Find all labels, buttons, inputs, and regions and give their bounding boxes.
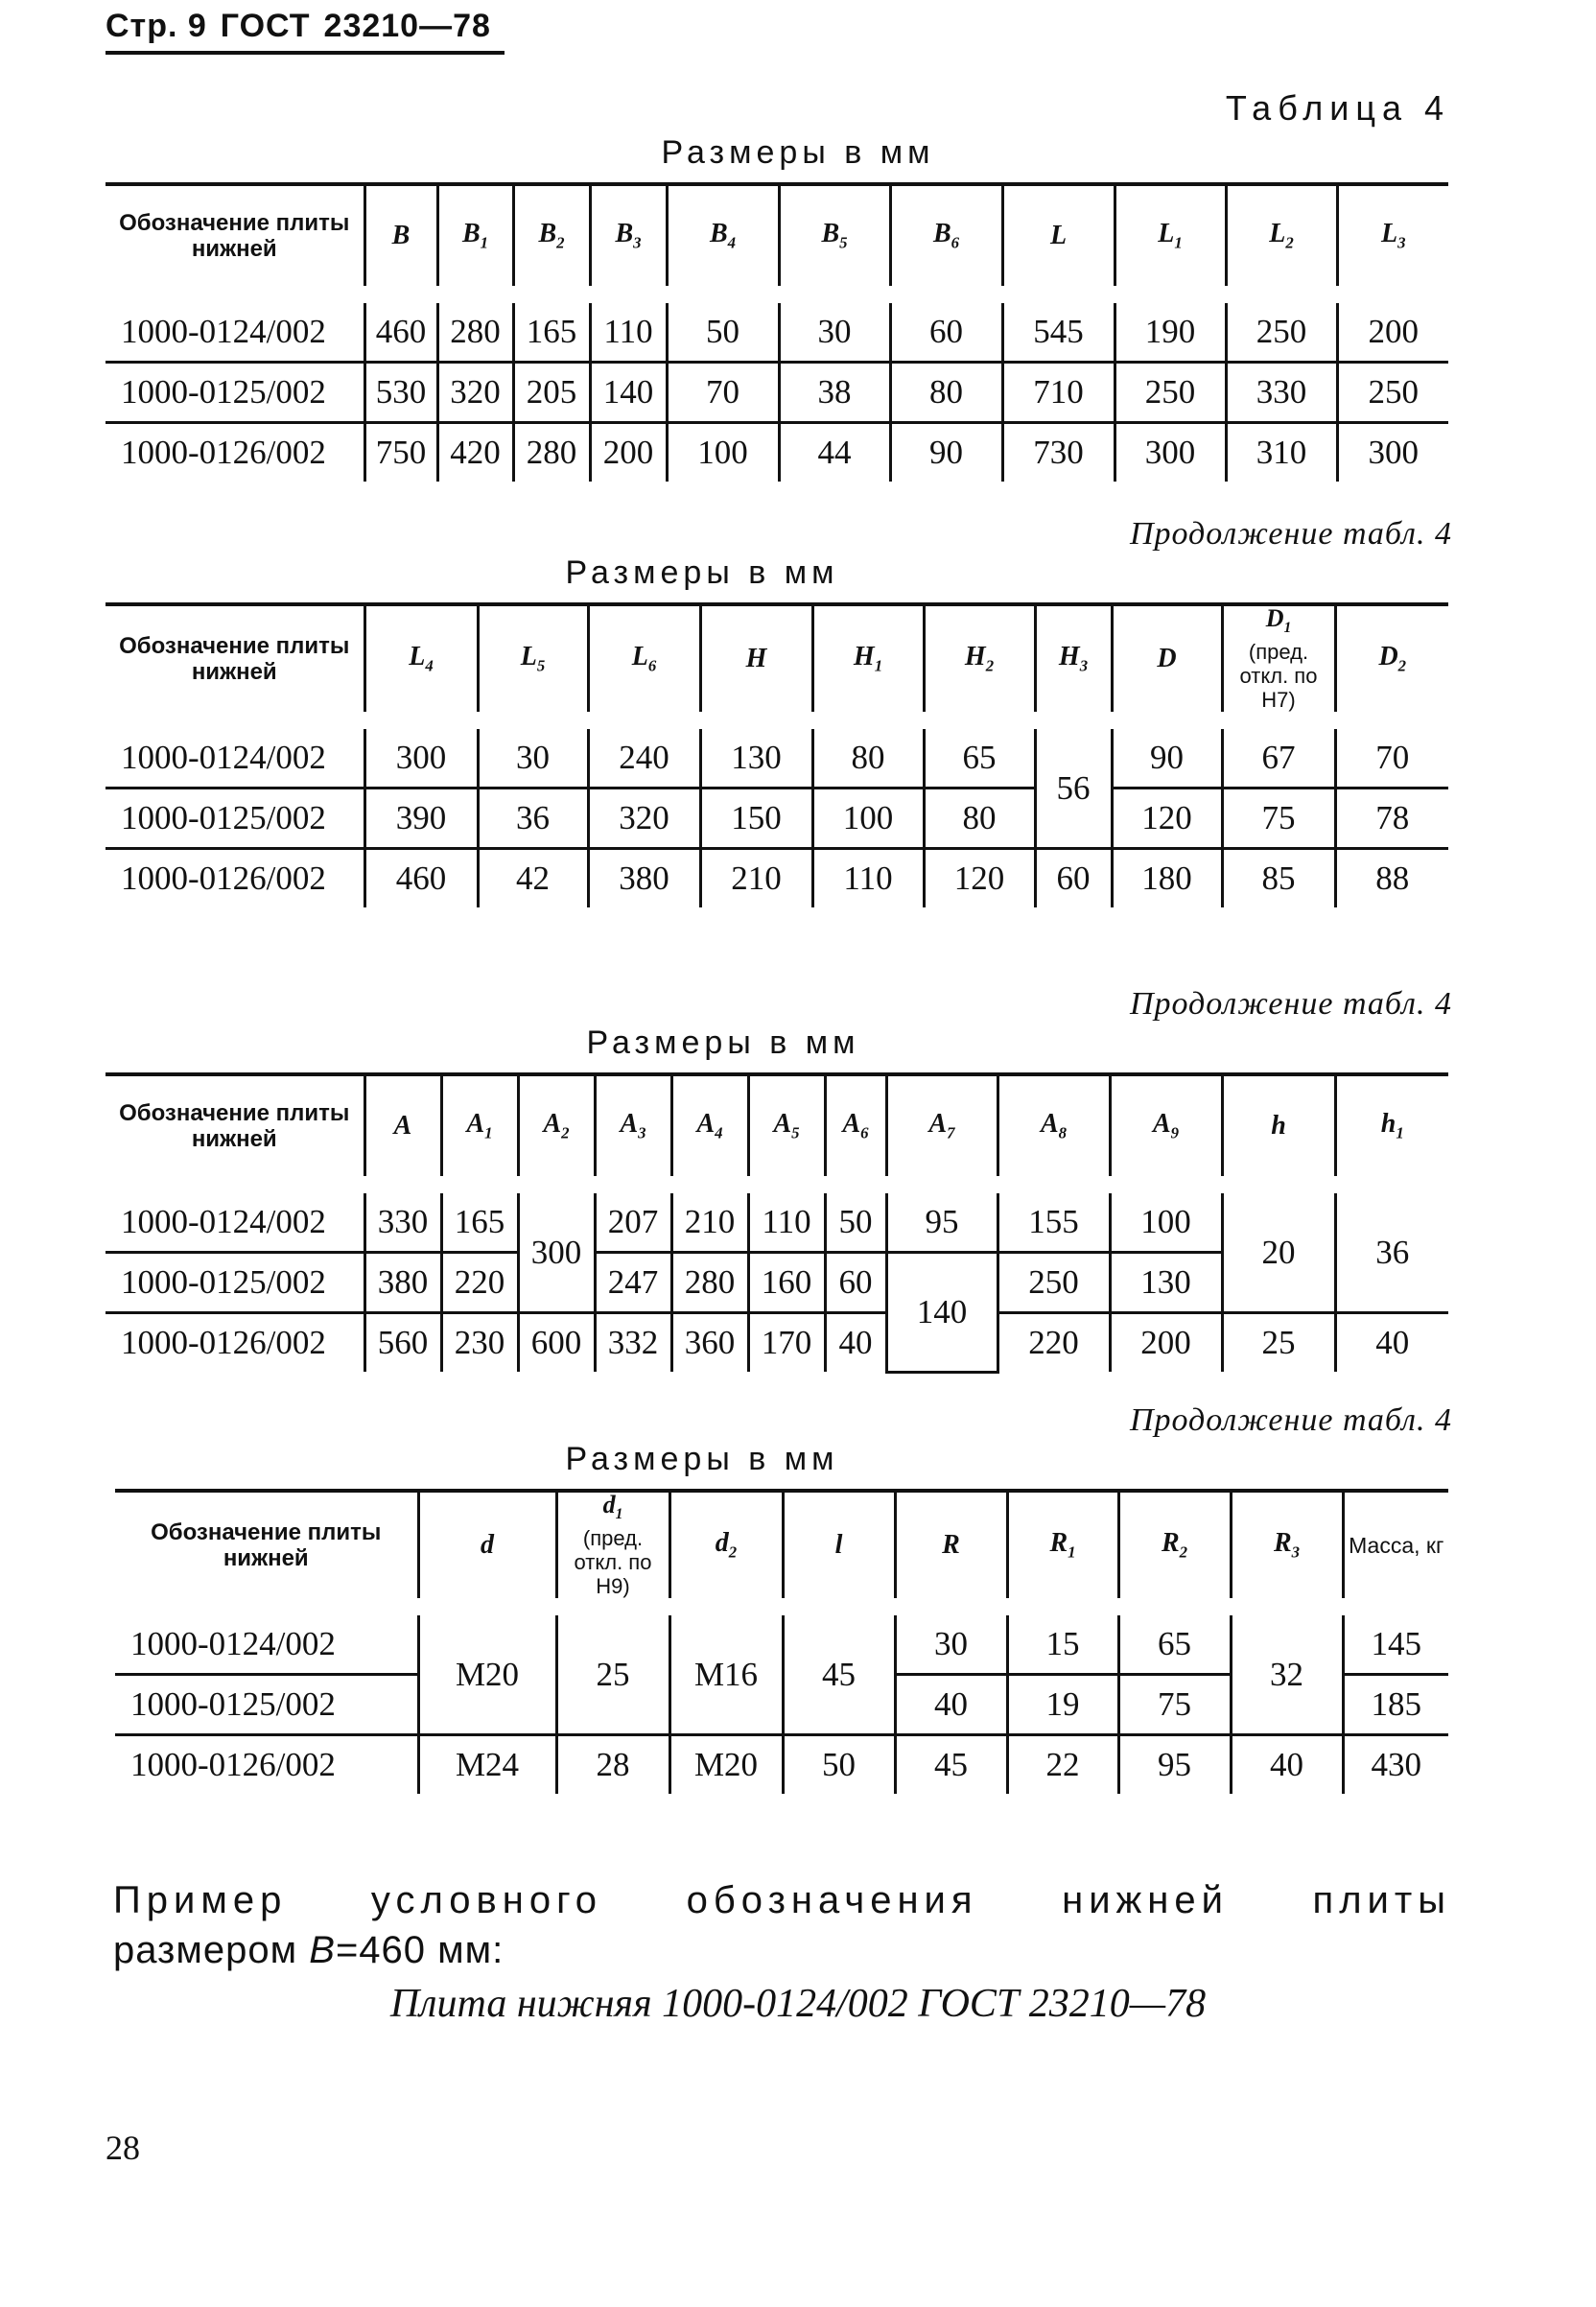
- designation-cell: 1000-0125/002: [106, 363, 364, 423]
- value-cell: 100: [667, 423, 779, 483]
- value-cell: 560: [364, 1313, 441, 1373]
- value-cell: 460: [364, 849, 478, 908]
- example-word: условного: [370, 1879, 603, 1921]
- value-cell: 32: [1231, 1607, 1343, 1735]
- col-d2: $d_2$: [669, 1491, 783, 1607]
- col-A9: $A_9$: [1110, 1074, 1222, 1185]
- value-cell: 210: [700, 849, 812, 908]
- standard-label: ГОСТ: [220, 8, 311, 44]
- value-cell: 545: [1002, 294, 1115, 363]
- col-A2: $A_2$: [518, 1074, 595, 1185]
- value-cell: 250: [1226, 294, 1337, 363]
- col-L: L: [1002, 184, 1115, 294]
- value-cell: 42: [478, 849, 588, 908]
- value-cell: 750: [364, 423, 437, 483]
- value-cell: 300: [518, 1185, 595, 1313]
- value-cell: 280: [513, 423, 590, 483]
- designation-cell: 1000-0125/002: [115, 1675, 418, 1735]
- col-L3: $L_3$: [1337, 184, 1448, 294]
- value-cell: 90: [1112, 720, 1222, 789]
- value-cell: 220: [998, 1313, 1110, 1373]
- col-R3: $R_3$: [1231, 1491, 1343, 1607]
- col-B2: $B_2$: [513, 184, 590, 294]
- units-label-3: Размеры в мм: [586, 1024, 860, 1061]
- example-prefix: размером: [113, 1929, 298, 1971]
- value-cell: 140: [886, 1253, 998, 1373]
- value-cell: 165: [513, 294, 590, 363]
- value-cell: 80: [890, 363, 1002, 423]
- designation-cell: 1000-0124/002: [106, 294, 364, 363]
- value-cell: 530: [364, 363, 437, 423]
- value-cell: 40: [1335, 1313, 1448, 1373]
- value-cell: 390: [364, 789, 478, 849]
- designation-cell: 1000-0124/002: [106, 1185, 364, 1253]
- col-R2: $R_2$: [1118, 1491, 1231, 1607]
- value-cell: 190: [1115, 294, 1226, 363]
- col-B4: $B_4$: [667, 184, 779, 294]
- page-number: 28: [106, 2129, 140, 2167]
- table-row: [115, 1607, 1448, 1675]
- value-cell: 65: [1118, 1607, 1231, 1675]
- value-cell: 30: [779, 294, 890, 363]
- designation-cell: 1000-0126/002: [121, 859, 326, 898]
- value-cell: 40: [895, 1675, 1007, 1735]
- value-cell: 44: [779, 423, 890, 483]
- table-row: [115, 1735, 1448, 1795]
- example-variable: B: [309, 1929, 336, 1971]
- value-cell: 15: [1007, 1607, 1118, 1675]
- standard-number: 23210—78: [323, 8, 491, 44]
- value-cell: 25: [1222, 1313, 1335, 1373]
- value-cell: 420: [437, 423, 513, 483]
- value-cell: 20: [1222, 1185, 1335, 1313]
- value-cell: 600: [518, 1313, 595, 1373]
- col-D: D: [1112, 604, 1222, 720]
- units-label-2: Размеры в мм: [565, 554, 839, 591]
- col-L1: $L_1$: [1115, 184, 1226, 294]
- value-cell: M20: [418, 1607, 556, 1735]
- table-row: [106, 294, 1448, 363]
- page-label: Стр. 9: [106, 8, 207, 44]
- value-cell: 40: [1231, 1735, 1343, 1795]
- value-cell: 28: [556, 1735, 669, 1795]
- table-row: [106, 423, 1448, 483]
- value-cell: 170: [748, 1313, 825, 1373]
- designation-cell: 1000-0124/002: [106, 720, 364, 789]
- col-L2: $L_2$: [1226, 184, 1337, 294]
- table-3: [106, 1072, 1448, 1374]
- table-row: [106, 363, 1448, 423]
- value-cell: 56: [1035, 720, 1112, 849]
- value-cell: 710: [1002, 363, 1115, 423]
- value-cell: 38: [779, 363, 890, 423]
- col-A5: $A_5$: [748, 1074, 825, 1185]
- col-h1: $h_1$: [1335, 1074, 1448, 1185]
- value-cell: 80: [812, 720, 924, 789]
- value-cell: 320: [588, 789, 700, 849]
- value-cell: 330: [1226, 363, 1337, 423]
- col-L4: $L_4$: [364, 604, 478, 720]
- col-H2: $H_2$: [924, 604, 1035, 720]
- value-cell: 75: [1118, 1675, 1231, 1735]
- value-cell: 300: [1115, 423, 1226, 483]
- table-4: [115, 1489, 1448, 1794]
- value-cell: 165: [441, 1185, 518, 1253]
- col-L6: $L_6$: [588, 604, 700, 720]
- value-cell: 88: [1335, 849, 1448, 908]
- value-cell: 160: [748, 1253, 825, 1313]
- col-B6: $B_6$: [890, 184, 1002, 294]
- col-A6: $A_6$: [825, 1074, 886, 1185]
- designation-cell: 1000-0124/002: [115, 1607, 418, 1675]
- table-row: [106, 789, 1448, 849]
- designation-cell: 1000-0125/002: [106, 789, 364, 849]
- value-cell: 200: [1337, 294, 1448, 363]
- value-cell: 22: [1007, 1735, 1118, 1795]
- col-R: R: [895, 1491, 1007, 1607]
- table-row: [106, 720, 1448, 789]
- value-cell: 75: [1222, 789, 1335, 849]
- value-cell: 95: [886, 1185, 998, 1253]
- value-cell: 300: [1337, 423, 1448, 483]
- designation-header: Обозначение плиты нижней: [106, 604, 364, 720]
- col-A: A: [364, 1074, 441, 1185]
- value-cell: M20: [669, 1735, 783, 1795]
- col-d1: $d_1$ (пред. откл. по H9): [556, 1491, 669, 1607]
- value-cell: 145: [1343, 1607, 1448, 1675]
- value-cell: 310: [1226, 423, 1337, 483]
- table-title: Таблица 4: [1225, 88, 1450, 128]
- example-paragraph: [113, 1875, 1451, 1975]
- value-cell: 80: [924, 789, 1035, 849]
- value-cell: 250: [998, 1253, 1110, 1313]
- col-R1: $R_1$: [1007, 1491, 1118, 1607]
- value-cell: 67: [1222, 720, 1335, 789]
- designation-cell: 1000-0126/002: [130, 1746, 336, 1784]
- value-cell: 40: [825, 1313, 886, 1373]
- value-cell: 70: [667, 363, 779, 423]
- value-cell: 30: [478, 720, 588, 789]
- designation-cell: 1000-0126/002: [121, 434, 326, 471]
- col-B5: $B_5$: [779, 184, 890, 294]
- table-2: [106, 602, 1448, 907]
- value-cell: 220: [441, 1253, 518, 1313]
- value-cell: M24: [418, 1735, 556, 1795]
- value-cell: 200: [590, 423, 667, 483]
- designation-header: Обозначение плиты нижней: [115, 1491, 418, 1607]
- value-cell: 185: [1343, 1675, 1448, 1735]
- value-cell: 50: [825, 1185, 886, 1253]
- value-cell: 230: [441, 1313, 518, 1373]
- units-label-1: Размеры в мм: [661, 134, 935, 171]
- value-cell: 330: [364, 1185, 441, 1253]
- value-cell: 36: [478, 789, 588, 849]
- col-B1: $B_1$: [437, 184, 513, 294]
- value-cell: 60: [825, 1253, 886, 1313]
- col-D2: $D_2$: [1335, 604, 1448, 720]
- designation-cell: 1000-0126/002: [121, 1324, 326, 1361]
- designation-header: Обозначение плиты нижней: [106, 184, 364, 294]
- value-cell: 210: [671, 1185, 748, 1253]
- d1-tolerance-note: (пред. откл. по H7): [1239, 640, 1318, 713]
- example-word: обозначения: [686, 1879, 978, 1921]
- page-header: [106, 8, 505, 55]
- col-H: H: [700, 604, 812, 720]
- value-cell: 250: [1115, 363, 1226, 423]
- col-h: h: [1222, 1074, 1335, 1185]
- value-cell: M16: [669, 1607, 783, 1735]
- col-H1: $H_1$: [812, 604, 924, 720]
- value-cell: 207: [595, 1185, 671, 1253]
- value-cell: 150: [700, 789, 812, 849]
- value-cell: 36: [1335, 1185, 1448, 1313]
- value-cell: 250: [1337, 363, 1448, 423]
- d1-tolerance-note: (пред. откл. по H9): [574, 1526, 652, 1599]
- value-cell: 120: [924, 849, 1035, 908]
- col-A4: $A_4$: [671, 1074, 748, 1185]
- example-value: =460 мм:: [335, 1929, 505, 1971]
- value-cell: 25: [556, 1607, 669, 1735]
- value-cell: 130: [1110, 1253, 1222, 1313]
- col-l: l: [783, 1491, 895, 1607]
- value-cell: 45: [783, 1607, 895, 1735]
- value-cell: 730: [1002, 423, 1115, 483]
- value-cell: 332: [595, 1313, 671, 1373]
- value-cell: 300: [364, 720, 478, 789]
- value-cell: 240: [588, 720, 700, 789]
- value-cell: 205: [513, 363, 590, 423]
- value-cell: 280: [437, 294, 513, 363]
- value-cell: 460: [364, 294, 437, 363]
- value-cell: 380: [364, 1253, 441, 1313]
- col-A8: $A_8$: [998, 1074, 1110, 1185]
- value-cell: 45: [895, 1735, 1007, 1795]
- value-cell: 140: [590, 363, 667, 423]
- col-B: B: [364, 184, 437, 294]
- example-line-1: [113, 1875, 1451, 1925]
- col-A7: $A_7$: [886, 1074, 998, 1185]
- col-H3: $H_3$: [1035, 604, 1112, 720]
- table-row: [106, 849, 1448, 908]
- value-cell: 85: [1222, 849, 1335, 908]
- value-cell: 90: [890, 423, 1002, 483]
- value-cell: 110: [748, 1185, 825, 1253]
- value-cell: 247: [595, 1253, 671, 1313]
- value-cell: 120: [1112, 789, 1222, 849]
- value-cell: 200: [1110, 1313, 1222, 1373]
- col-A3: $A_3$: [595, 1074, 671, 1185]
- value-cell: 430: [1343, 1735, 1448, 1795]
- value-cell: 100: [812, 789, 924, 849]
- continuation-label-1: Продолжение табл. 4: [1129, 516, 1452, 552]
- continuation-label-2: Продолжение табл. 4: [1129, 986, 1452, 1022]
- value-cell: 30: [895, 1607, 1007, 1675]
- example-word: плиты: [1312, 1879, 1451, 1921]
- value-cell: 50: [667, 294, 779, 363]
- value-cell: 100: [1110, 1185, 1222, 1253]
- table-1: [106, 182, 1448, 482]
- value-cell: 78: [1335, 789, 1448, 849]
- table-row: [106, 1185, 1448, 1253]
- designation-header: Обозначение плиты нижней: [106, 1074, 364, 1185]
- col-mass: Масса, кг: [1343, 1491, 1448, 1607]
- value-cell: 65: [924, 720, 1035, 789]
- value-cell: 360: [671, 1313, 748, 1373]
- value-cell: 280: [671, 1253, 748, 1313]
- value-cell: 60: [890, 294, 1002, 363]
- example-word: нижней: [1062, 1879, 1229, 1921]
- col-A1: $A_1$: [441, 1074, 518, 1185]
- value-cell: 380: [588, 849, 700, 908]
- example-designation: Плита нижняя 1000-0124/002 ГОСТ 23210—78: [389, 1982, 1207, 2026]
- value-cell: 110: [590, 294, 667, 363]
- value-cell: 130: [700, 720, 812, 789]
- value-cell: 60: [1035, 849, 1112, 908]
- value-cell: 70: [1335, 720, 1448, 789]
- col-B3: $B_3$: [590, 184, 667, 294]
- designation-cell: 1000-0125/002: [106, 1253, 364, 1313]
- value-cell: 95: [1118, 1735, 1231, 1795]
- value-cell: 180: [1112, 849, 1222, 908]
- value-cell: 19: [1007, 1675, 1118, 1735]
- value-cell: 320: [437, 363, 513, 423]
- col-L5: $L_5$: [478, 604, 588, 720]
- continuation-label-3: Продолжение табл. 4: [1129, 1402, 1452, 1438]
- example-line-2: [113, 1925, 1451, 1975]
- example-word: Пример: [113, 1879, 288, 1921]
- col-d: d: [418, 1491, 556, 1607]
- col-D1: $D_1$ (пред. откл. по H7): [1222, 604, 1335, 720]
- table-row: [106, 1313, 1448, 1373]
- value-cell: 50: [783, 1735, 895, 1795]
- value-cell: 110: [812, 849, 924, 908]
- units-label-4: Размеры в мм: [565, 1441, 839, 1477]
- value-cell: 155: [998, 1185, 1110, 1253]
